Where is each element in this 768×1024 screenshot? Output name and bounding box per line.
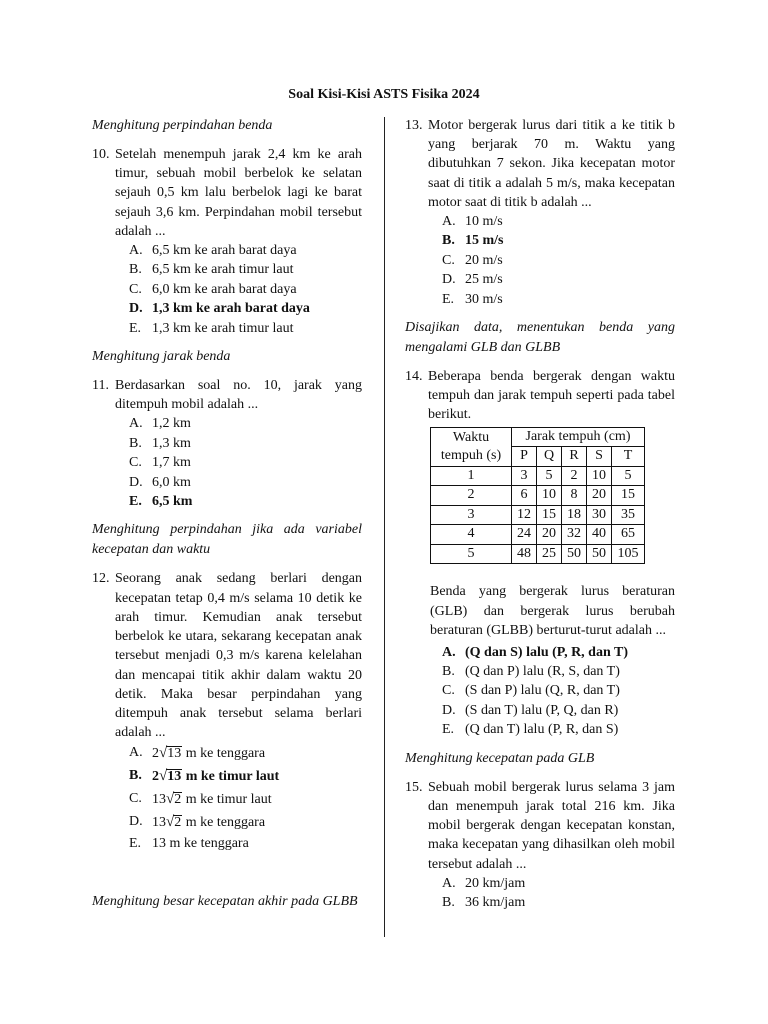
options-list-12	[92, 742, 362, 854]
left-column	[92, 116, 362, 912]
table-row	[431, 466, 645, 486]
table-cell: 35	[612, 505, 645, 525]
question-number: 11.	[92, 378, 109, 394]
table-header-distance: Jarak tempuh (cm)	[512, 427, 645, 447]
table-header-cell: P	[512, 447, 537, 467]
option[interactable]: D. 25 m/s	[442, 272, 503, 288]
section-heading: Menghitung perpindahan benda	[92, 118, 273, 133]
table-cell: 32	[562, 525, 587, 545]
table-cell: 15	[537, 505, 562, 525]
question-followup: Benda yang bergerak lurus beraturan (GLB) dan bergerak lurus berubah beraturan (GLBB) berturut-turut adalah ...	[430, 584, 675, 639]
option[interactable]: A. 1,2 km	[129, 416, 191, 432]
table-cell: 5	[431, 544, 512, 564]
question-14	[405, 367, 675, 425]
question-number: 10.	[92, 147, 110, 162]
option[interactable]: C. 20 m/s	[442, 252, 503, 268]
option-answer[interactable]: E. 6,5 km	[129, 494, 193, 510]
table-header-time: Waktu tempuh (s)	[431, 427, 512, 466]
question-number: 14.	[405, 369, 423, 385]
table-cell: 40	[587, 525, 612, 545]
option[interactable]: B. (Q dan P) lalu (R, S, dan T)	[442, 664, 620, 680]
question-11	[92, 376, 362, 414]
option[interactable]: E. 13 m ke tenggara	[129, 836, 249, 852]
question-text: Berdasarkan soal no. 10, jarak yang ditempuh mobil adalah ...	[115, 378, 362, 413]
table-cell: 12	[512, 505, 537, 525]
section-heading: Menghitung jarak benda	[92, 349, 231, 365]
table-row	[431, 505, 645, 525]
table-cell: 30	[587, 505, 612, 525]
options-list-11	[92, 414, 362, 511]
table-row	[431, 486, 645, 506]
option[interactable]: D. 6,0 km	[129, 474, 191, 490]
table-cell: 105	[612, 544, 645, 564]
option[interactable]: B. 6,5 km ke arah timur laut	[129, 262, 294, 278]
table-cell: 25	[537, 544, 562, 564]
table-cell: 18	[562, 505, 587, 525]
table-header-cell: T	[612, 447, 645, 467]
table-header-cell: S	[587, 447, 612, 467]
options-list-10	[92, 241, 362, 338]
question-number: 13.	[405, 118, 423, 133]
table-cell: 20	[587, 486, 612, 506]
question-text: Setelah menempuh jarak 2,4 km ke arah timur, sebuah mobil berbelok ke selatan sejauh 0,5 km lalu berbelok lagi ke barat sejauh 3,6 km. Perpindahan mobil tersebut adalah ...	[115, 147, 362, 239]
options-list-13	[405, 212, 675, 309]
question-text: Seorang anak sedang berlari dengan kecepatan tetap 0,4 m/s selama 10 detik ke arah timur. Kemudian anak tersebut berbelok ke utara, sekarang kecepatan anak tersebut menjadi 0,3 m/s karena kelelahan dan mencapai titik akhir dalam waktu 20 detik. Maka besar perpindahan yang ditempuh anak tersebut selama berlari adalah ...	[115, 571, 362, 741]
table-cell: 4	[431, 525, 512, 545]
table-cell: 48	[512, 544, 537, 564]
table-cell: 5	[537, 466, 562, 486]
table-cell: 8	[562, 486, 587, 506]
option[interactable]: D. (S dan T) lalu (P, Q, dan R)	[442, 702, 619, 718]
section-heading: Menghitung kecepatan pada GLB	[405, 750, 595, 766]
question-text: Motor bergerak lurus dari titik a ke titik b yang berjarak 70 m. Waktu yang dibutuhkan 7 sekon. Jika kecepatan motor saat di titik a adalah 5 m/s, maka kecepatan motor saat di titik b adalah ...	[428, 118, 675, 210]
table-cell: 15	[612, 486, 645, 506]
option[interactable]: A. 6,5 km ke arah barat daya	[129, 243, 297, 259]
option-answer[interactable]: B. 2√13 m ke timur laut	[129, 768, 280, 785]
table-cell: 2	[562, 466, 587, 486]
right-column	[405, 116, 675, 913]
option[interactable]: A. 10 m/s	[442, 214, 503, 230]
section-heading: Disajikan data, menentukan benda yang mengalami GLB dan GLBB	[405, 320, 675, 356]
data-table	[430, 427, 645, 565]
table-cell: 50	[562, 544, 587, 564]
question-15	[405, 778, 675, 874]
option[interactable]: E. 1,3 km ke arah timur laut	[129, 320, 294, 336]
option[interactable]: C. 13√2 m ke timur laut	[129, 791, 272, 808]
option[interactable]: B. 36 km/jam	[442, 895, 526, 911]
table-row	[431, 525, 645, 545]
option-answer[interactable]: B. 15 m/s	[442, 233, 504, 249]
question-text: Beberapa benda bergerak dengan waktu tempuh dan jarak tempuh seperti pada tabel berikut.	[428, 369, 675, 423]
table-header-cell: R	[562, 447, 587, 467]
table-header-cell: Q	[537, 447, 562, 467]
table-cell: 24	[512, 525, 537, 545]
option-answer[interactable]: D. 1,3 km ke arah barat daya	[129, 301, 310, 317]
table-cell: 3	[431, 505, 512, 525]
option[interactable]: A. 2√13 m ke tenggara	[129, 745, 266, 762]
table-cell: 3	[512, 466, 537, 486]
table-cell: 20	[537, 525, 562, 545]
table-cell: 65	[612, 525, 645, 545]
section-heading: Menghitung perpindahan jika ada variabel kecepatan dan waktu	[92, 522, 362, 558]
section-heading: Menghitung besar kecepatan akhir pada GLBB	[92, 894, 358, 910]
question-number: 15.	[405, 779, 423, 795]
option[interactable]: D. 13√2 m ke tenggara	[129, 814, 266, 831]
question-12	[92, 569, 362, 742]
option[interactable]: E. (Q dan T) lalu (P, R, dan S)	[442, 722, 619, 738]
options-list-15	[405, 874, 675, 913]
option-answer[interactable]: A. (Q dan S) lalu (P, R, dan T)	[442, 644, 628, 660]
option[interactable]: C. (S dan P) lalu (Q, R, dan T)	[442, 683, 620, 699]
table-row	[431, 544, 645, 564]
document-title: Soal Kisi-Kisi ASTS Fisika 2024	[288, 87, 480, 102]
option[interactable]: E. 30 m/s	[442, 291, 503, 307]
column-divider	[384, 117, 385, 937]
table-cell: 10	[537, 486, 562, 506]
table-cell: 50	[587, 544, 612, 564]
question-text: Sebuah mobil bergerak lurus selama 3 jam dan menempuh jarak total 216 km. Jika mobil bergerak dengan kecepatan konstan, maka kecepatan yang dihasilkan oleh mobil tersebut adalah ...	[428, 779, 675, 872]
option[interactable]: B. 1,3 km	[129, 435, 191, 451]
question-10	[92, 145, 362, 241]
option[interactable]: C. 6,0 km ke arah barat daya	[129, 281, 297, 297]
options-list-14	[405, 643, 675, 740]
question-number: 12.	[92, 571, 110, 587]
option[interactable]: A. 20 km/jam	[442, 875, 526, 891]
table-cell: 10	[587, 466, 612, 486]
table-cell: 5	[612, 466, 645, 486]
table-cell: 6	[512, 486, 537, 506]
question-13	[405, 116, 675, 212]
option[interactable]: C. 1,7 km	[129, 455, 191, 471]
table-cell: 1	[431, 466, 512, 486]
table-cell: 2	[431, 486, 512, 506]
